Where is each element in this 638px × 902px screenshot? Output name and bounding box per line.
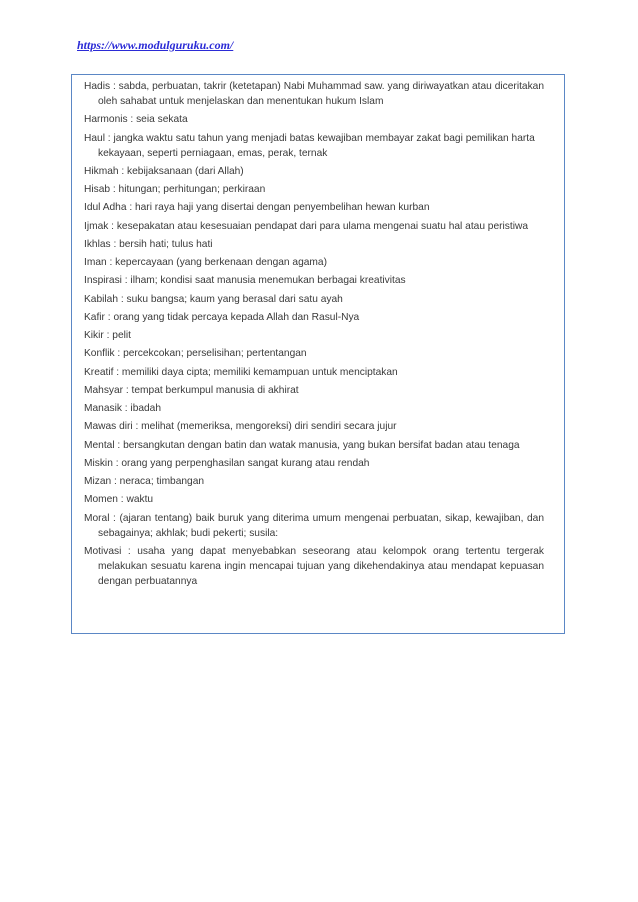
glossary-entry-kreatif: Kreatif : memiliki daya cipta; memiliki kemampuan untuk menciptakan [84, 366, 398, 378]
glossary-entry-inspirasi: Inspirasi : ilham; kondisi saat manusia menemukan berbagai kreativitas [84, 275, 406, 287]
glossary-entry-haul: Haul : jangka waktu satu tahun yang menjadi batas kewajiban membayar zakat bagi pemilikan harta kekayaan, seperti perniagaan, emas, perak, ternak [84, 132, 535, 159]
glossary-entry-hisab: Hisab : hitungan; perhitungan; perkiraan [84, 184, 266, 195]
glossary-entry-mental: Mental : bersangkutan dengan batin dan watak manusia, yang bukan bersifat badan atau tenaga [84, 439, 520, 451]
glossary-entry-miskin: Miskin : orang yang perpenghasilan sangat kurang atau rendah [84, 457, 370, 469]
glossary-entry-manasik: Manasik : ibadah [84, 403, 162, 414]
glossary-entry-kabilah: Kabilah : suku bangsa; kaum yang berasal dari satu ayah [84, 293, 343, 305]
glossary-entry-hadis: Hadis : sabda, perbuatan, takrir (ketetapan) Nabi Muhammad saw. yang diriwayatkan atau diceritakan oleh sahabat untuk menjelaskan dan menentukan hukum Islam [84, 81, 544, 107]
glossary-box [71, 74, 565, 634]
glossary-entry-kafir: Kafir : orang yang tidak percaya kepada Allah dan Rasul-Nya [84, 311, 360, 323]
glossary-entry-motivasi: Motivasi : usaha yang dapat menyebabkan seseorang atau kelompok orang tertentu tergerak melakukan sesuatu karena ingin mencapai tujuan yang dikehendakinya atau mendapat kepuasan dengan perbuatannya [84, 545, 544, 587]
glossary-entry-mawas-diri: Mawas diri : melihat (memeriksa, mengoreksi) diri sendiri secara jujur [84, 421, 397, 433]
glossary-entry-mizan: Mizan : neraca; timbangan [84, 476, 205, 487]
glossary-entry-mahsyar: Mahsyar : tempat berkumpul manusia di akhirat [84, 384, 299, 396]
glossary-entry-kikir: Kikir : pelit [84, 330, 131, 341]
glossary-entry-konflik: Konflik : percekcokan; perselisihan; pertentangan [84, 348, 307, 360]
glossary-entry-iman: Iman : kepercayaan (yang berkenaan dengan agama) [84, 257, 327, 268]
glossary-entry-idul-adha: Idul Adha : hari raya haji yang disertai dengan penyembelihan hewan kurban [84, 202, 430, 214]
glossary-entry-harmonis: Harmonis : seia sekata [84, 114, 188, 126]
glossary-entry-ijmak: Ijmak : kesepakatan atau kesesuaian pendapat dari para ulama mengenai suatu hal atau peristiwa [84, 220, 529, 232]
glossary-entry-momen: Momen : waktu [84, 494, 154, 506]
glossary-entry-moral: Moral : (ajaran tentang) baik buruk yang diterima umum mengenai perbuatan, sikap, kewajiban, dan sebagainya; akhlak; budi pekerti; susila: [84, 512, 544, 539]
site-url-link[interactable]: https://www.modulguruku.com/ [77, 38, 234, 52]
glossary-entry-hikmah: Hikmah : kebijaksanaan (dari Allah) [84, 165, 244, 177]
glossary-entry-ikhlas: Ikhlas : bersih hati; tulus hati [84, 238, 213, 250]
glossary-list [84, 79, 544, 592]
